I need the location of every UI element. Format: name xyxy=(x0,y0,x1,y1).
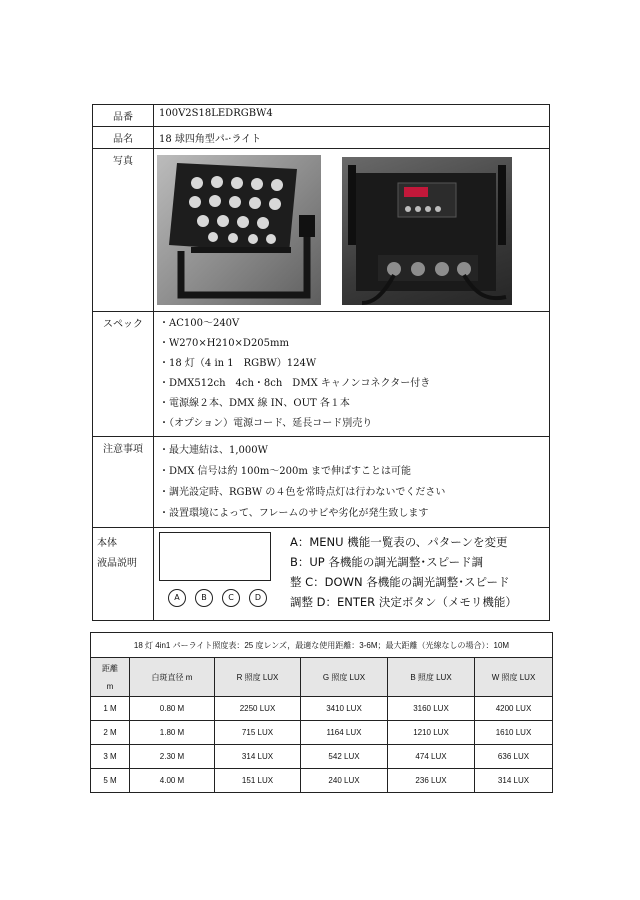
lux-header-row xyxy=(91,658,553,697)
part-no-label: 品番 xyxy=(93,105,154,127)
lcd-description xyxy=(290,528,517,620)
table-row xyxy=(91,697,553,721)
lux-table xyxy=(90,632,553,793)
cell-g-lux: 3410 LUX xyxy=(301,697,388,721)
lcd-label xyxy=(93,528,154,621)
table-row xyxy=(91,721,553,745)
cell-r-lux: 2250 LUX xyxy=(215,697,301,721)
cell-b-lux: 474 LUX xyxy=(388,745,475,769)
lcd-label-line: 液晶説明 xyxy=(97,558,137,569)
cell-w-lux: 1610 LUX xyxy=(475,721,553,745)
cell-r-lux: 715 LUX xyxy=(215,721,301,745)
lcd-description-line: 整 C：DOWN 各機能の調光調整･スピード xyxy=(290,575,510,589)
cell-b-lux: 3160 LUX xyxy=(388,697,475,721)
cell-spot-diameter: 1.80 M xyxy=(130,721,215,745)
note-item: ・調光設定時、RGBW の４色を常時点灯は行わないでください xyxy=(159,487,446,498)
cell-b-lux: 1210 LUX xyxy=(388,721,475,745)
table-row xyxy=(91,769,553,793)
cell-distance: 1 M xyxy=(91,697,130,721)
photo-area xyxy=(154,149,549,311)
product-name-row xyxy=(93,127,550,149)
lcd-button-a: A xyxy=(168,589,186,607)
cell-w-lux: 4200 LUX xyxy=(475,697,553,721)
header-g-lux: G 照度 LUX xyxy=(301,658,388,697)
notes-label: 注意事項 xyxy=(93,437,154,528)
spec-row xyxy=(93,312,550,437)
header-r-lux: R 照度 LUX xyxy=(215,658,301,697)
notes-row xyxy=(93,437,550,528)
header-distance: 距離 m xyxy=(91,658,130,697)
lcd-screen xyxy=(159,532,271,581)
spec-item: ・AC100～240V xyxy=(159,318,240,329)
lcd-description-line: A：MENU 機能一覧表の、パターンを変更 xyxy=(290,535,508,549)
cell-b-lux: 236 LUX xyxy=(388,769,475,793)
lux-table-caption: 18 灯 4in1 パーライト照度表：25 度レンズ，最適な使用距離：3-6M；最大距離（光線なしの場合）：10M xyxy=(91,633,553,658)
cell-g-lux: 240 LUX xyxy=(301,769,388,793)
par-light-front-image xyxy=(157,155,321,305)
cell-spot-diameter: 0.80 M xyxy=(130,697,215,721)
cell-r-lux: 151 LUX xyxy=(215,769,301,793)
product-name-value: 18 球四角型パ-·ライト xyxy=(154,127,550,149)
note-item: ・DMX 信号は約 100m～200m まで伸ばすことは可能 xyxy=(159,466,412,477)
photo-row xyxy=(93,149,550,312)
cell-w-lux: 314 LUX xyxy=(475,769,553,793)
lcd-label-line: 本体 xyxy=(97,538,117,549)
cell-w-lux: 636 LUX xyxy=(475,745,553,769)
spec-item: ・電源線２本、DMX 線 IN、OUT 各１本 xyxy=(159,398,350,409)
spec-list xyxy=(154,312,550,437)
lcd-button-d: D xyxy=(249,589,267,607)
cell-distance: 5 M xyxy=(91,769,130,793)
notes-list xyxy=(154,437,550,528)
lcd-description-line: 調整 D：ENTER 決定ボタン（メモリ機能） xyxy=(290,595,517,609)
lcd-button-c: C xyxy=(222,589,240,607)
header-b-lux: B 照度 LUX xyxy=(388,658,475,697)
product-name-label: 品名 xyxy=(93,127,154,149)
note-item: ・設置環境によって、フレームのサビや劣化が発生致します xyxy=(159,508,429,519)
cell-spot-diameter: 2.30 M xyxy=(130,745,215,769)
par-light-rear-image xyxy=(342,157,512,305)
cell-r-lux: 314 LUX xyxy=(215,745,301,769)
lcd-button-b: B xyxy=(195,589,213,607)
lcd-description-line: B：UP 各機能の調光調整･スピード調 xyxy=(290,555,484,569)
part-no-value: 100V2S18LEDRGBW4 xyxy=(154,105,550,127)
spec-item: ・W270×H210×D205mm xyxy=(159,338,289,349)
spec-item: ・18 灯（4 in 1 RGBW）124W xyxy=(159,358,317,369)
lcd-diagram xyxy=(154,528,290,620)
spec-item: ・DMX512ch 4ch・8ch DMX キャノンコネクター付き xyxy=(159,378,431,389)
photo-label: 写真 xyxy=(93,149,154,312)
spec-label: スペック xyxy=(93,312,154,437)
header-spot-diameter: 白斑直径 m xyxy=(130,658,215,697)
header-w-lux: W 照度 LUX xyxy=(475,658,553,697)
cell-spot-diameter: 4.00 M xyxy=(130,769,215,793)
lcd-row xyxy=(93,528,550,621)
cell-g-lux: 1164 LUX xyxy=(301,721,388,745)
part-no-row xyxy=(93,105,550,127)
front-photo xyxy=(157,155,321,305)
cell-distance: 2 M xyxy=(91,721,130,745)
rear-photo xyxy=(342,157,512,305)
lcd-cell xyxy=(154,528,550,621)
cell-distance: 3 M xyxy=(91,745,130,769)
spec-table xyxy=(92,104,550,621)
note-item: ・最大連結は、1,000W xyxy=(159,445,268,456)
cell-g-lux: 542 LUX xyxy=(301,745,388,769)
spec-item: ・（オプション）電源コード、延長コード別売り xyxy=(159,418,373,429)
lux-caption-row xyxy=(91,633,553,658)
table-row xyxy=(91,745,553,769)
